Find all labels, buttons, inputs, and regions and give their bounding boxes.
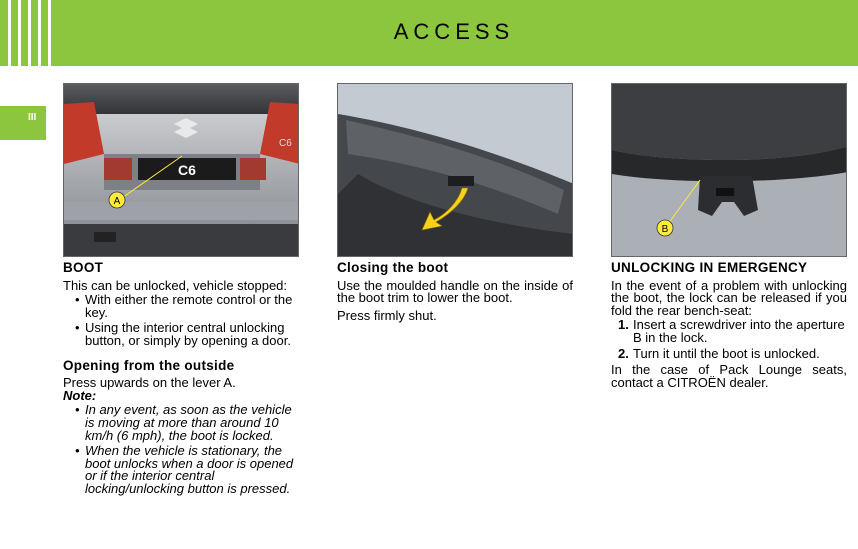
note-label: Note: [63, 387, 97, 403]
closing-text-2: Press firmly shut. [337, 307, 437, 323]
list-item-text: When the vehicle is stationary, the boot unlocks when a door is opened or if the interior central locking/unlocking button is pressed. [85, 443, 294, 496]
list-item [611, 319, 847, 344]
boot-intro: This can be unlocked, vehicle stopped: [63, 277, 288, 293]
closing-column [337, 262, 573, 322]
emergency-column [611, 262, 847, 389]
callout-b: B [661, 224, 669, 235]
emergency-outro: In the case of Pack Lounge seats, contact a CITROËN dealer. [611, 362, 847, 390]
boot-heading: BOOT [63, 260, 104, 275]
header-bar [0, 0, 858, 66]
emergency-steps [611, 319, 847, 360]
step-text: Turn it until the boot is unlocked. [633, 345, 820, 361]
opening-outside-heading: Opening from the outside [63, 357, 235, 373]
opening-outside-text: Press upwards on the lever A. [63, 375, 236, 391]
emergency-intro: In the event of a problem with unlocking the boot, the lock can be released if you fold the rear bench-seat: [611, 277, 847, 318]
list-item-text: With either the remote control or the key. [85, 292, 293, 320]
boot-exterior-illustration [64, 84, 299, 257]
section-tab-label: III [28, 112, 37, 123]
closing-heading: Closing the boot [337, 260, 449, 275]
list-item-text: In any event, as soon as the vehicle is moving at more than around 10 km/h (6 mph), the boot is locked. [85, 402, 292, 443]
list-item: • Using the interior central unlocking button, or simply by opening a door. [75, 320, 291, 348]
plate-text: C6 [178, 162, 196, 178]
boot-closing-photo [337, 83, 573, 257]
step-text: Insert a screwdriver into the aperture B in the lock. [633, 317, 845, 345]
boot-exterior-photo [63, 83, 299, 257]
list-item: • In any event, as soon as the vehicle is moving at more than around 10 km/h (6 mph), the boot is locked. [75, 402, 292, 443]
list-item [611, 345, 847, 361]
list-item: • When the vehicle is stationary, the boot unlocks when a door is opened or if the interior central locking/unlocking button is pressed. [75, 443, 294, 496]
callout-a: A [113, 196, 121, 207]
section-tab [0, 106, 46, 140]
closing-text-1: Use the moulded handle on the inside of the boot trim to lower the boot. [337, 277, 573, 306]
boot-closing-illustration [338, 84, 573, 257]
emergency-lock-illustration [612, 84, 847, 257]
emergency-heading: UNLOCKING IN EMERGENCY [611, 260, 808, 275]
list-item: • With either the remote control or the key. [75, 292, 293, 320]
boot-bullet-list [63, 294, 299, 347]
emergency-lock-photo [611, 83, 847, 257]
page-title: ACCESS [393, 19, 515, 44]
note-bullet-list [63, 404, 299, 495]
list-item-text: Using the interior central unlocking button, or simply by opening a door. [85, 320, 291, 348]
boot-column [63, 262, 299, 499]
badge-text: C6 [279, 138, 292, 149]
step-number: 1. [618, 317, 629, 333]
step-number: 2. [618, 345, 629, 361]
